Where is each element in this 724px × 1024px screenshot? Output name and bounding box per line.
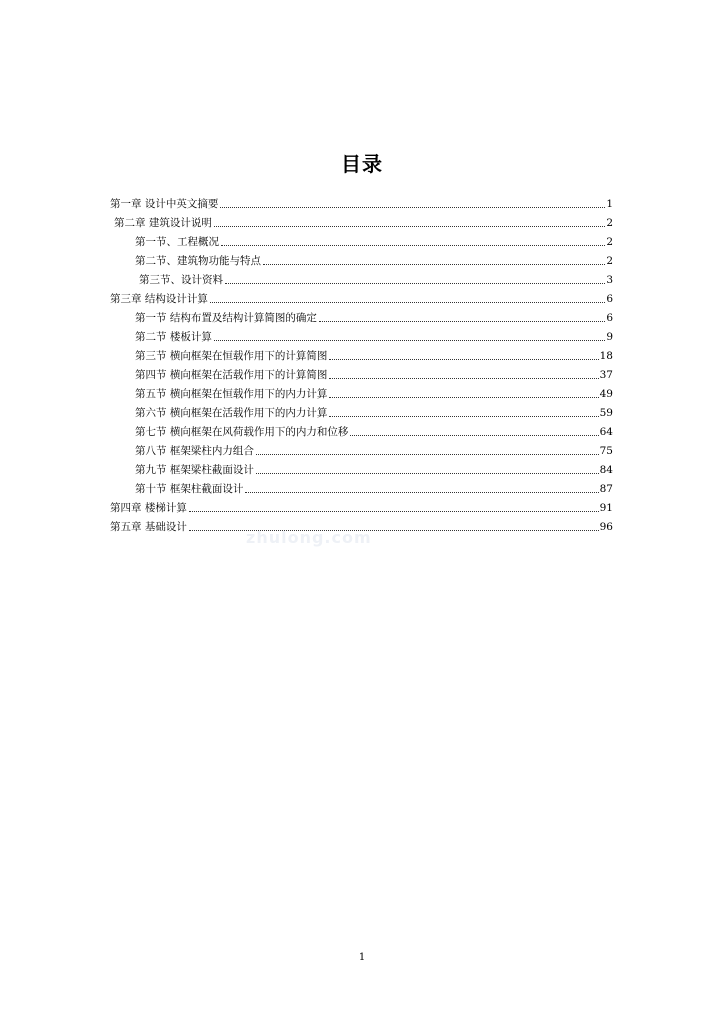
dot-leader [329,397,598,398]
toc-entry-label: 第五章 基础设计 [110,521,187,533]
toc-entry-label: 第八节 框架梁柱内力组合 [135,445,254,457]
toc-entry-page: 2 [606,236,613,248]
dot-leader [221,245,605,246]
dot-leader [329,378,598,379]
toc-entry[interactable] [135,347,613,363]
toc-entry-label: 第五节 横向框架在恒载作用下的内力计算 [135,388,328,400]
toc-entry[interactable] [135,233,613,249]
toc-entry-label: 第二节 楼板计算 [135,331,212,343]
dot-leader [329,359,598,360]
toc-entry[interactable] [135,442,613,458]
toc-entry[interactable] [135,366,613,382]
toc-title: 目录 [341,152,383,176]
dot-leader [225,283,605,284]
toc-entry-label: 第四章 楼梯计算 [110,502,187,514]
toc-entry-page: 2 [606,217,613,229]
toc-entry-page: 18 [599,350,613,362]
toc-entry-label: 第四节 横向框架在活载作用下的计算简图 [135,369,328,381]
toc-entry[interactable] [135,328,613,344]
dot-leader [220,207,605,208]
toc-entry-label: 第三节 横向框架在恒载作用下的计算简图 [135,350,328,362]
toc-entry[interactable] [135,423,613,439]
toc-entry-page: 37 [599,369,613,381]
dot-leader [256,473,599,474]
toc-entry[interactable] [110,499,613,515]
toc-entry-page: 96 [599,521,613,533]
toc-entry-page: 49 [599,388,613,400]
toc-entry-page: 75 [599,445,613,457]
toc-entry[interactable] [135,480,613,496]
dot-leader [214,340,605,341]
toc-entry-label: 第三章 结构设计计算 [110,293,208,305]
toc-entry-page: 3 [606,274,613,286]
toc-entry-label: 第六节 横向框架在活载作用下的内力计算 [135,407,328,419]
toc-entry[interactable] [114,214,613,230]
toc-entry[interactable] [135,309,613,325]
toc-entry-page: 1 [606,198,613,210]
toc-entry-page: 84 [599,464,613,476]
dot-leader [245,492,598,493]
toc-entry-label: 第一节 结构布置及结构计算简图的确定 [135,312,317,324]
toc-entry-page: 2 [606,255,613,267]
toc-entry-page: 59 [599,407,613,419]
toc-entry-label: 第七节 横向框架在风荷载作用下的内力和位移 [135,426,349,438]
toc-entry[interactable] [135,461,613,477]
toc-entry-label: 第一章 设计中英文摘要 [110,198,219,210]
toc-entry-page: 6 [606,293,613,305]
toc-entry[interactable] [135,385,613,401]
toc-entry[interactable] [135,404,613,420]
toc-entry-page: 91 [599,502,613,514]
dot-leader [350,435,598,436]
toc-entry[interactable] [135,252,613,268]
page-number: 1 [358,952,366,963]
dot-leader [189,511,599,512]
dot-leader [263,264,605,265]
toc-entry-label: 第九节 框架梁柱截面设计 [135,464,254,476]
dot-leader [256,454,599,455]
dot-leader [210,302,605,303]
toc-entry-page: 9 [606,331,613,343]
toc-entry[interactable] [110,195,613,211]
toc-entry[interactable] [110,290,613,306]
dot-leader [329,416,598,417]
toc-entry-page: 87 [599,483,613,495]
toc-entry-page: 64 [599,426,613,438]
watermark: zhulong.com [246,528,372,547]
toc-entry[interactable] [139,271,613,287]
toc-entry-page: 6 [606,312,613,324]
dot-leader [319,321,605,322]
toc-entry-label: 第二章 建筑设计说明 [114,217,212,229]
toc-entry-label: 第一节、工程概况 [135,236,219,248]
toc-entry-label: 第二节、建筑物功能与特点 [135,255,261,267]
toc-entry-label: 第十节 框架柱截面设计 [135,483,244,495]
dot-leader [214,226,605,227]
toc-entry-label: 第三节、设计资料 [139,274,223,286]
